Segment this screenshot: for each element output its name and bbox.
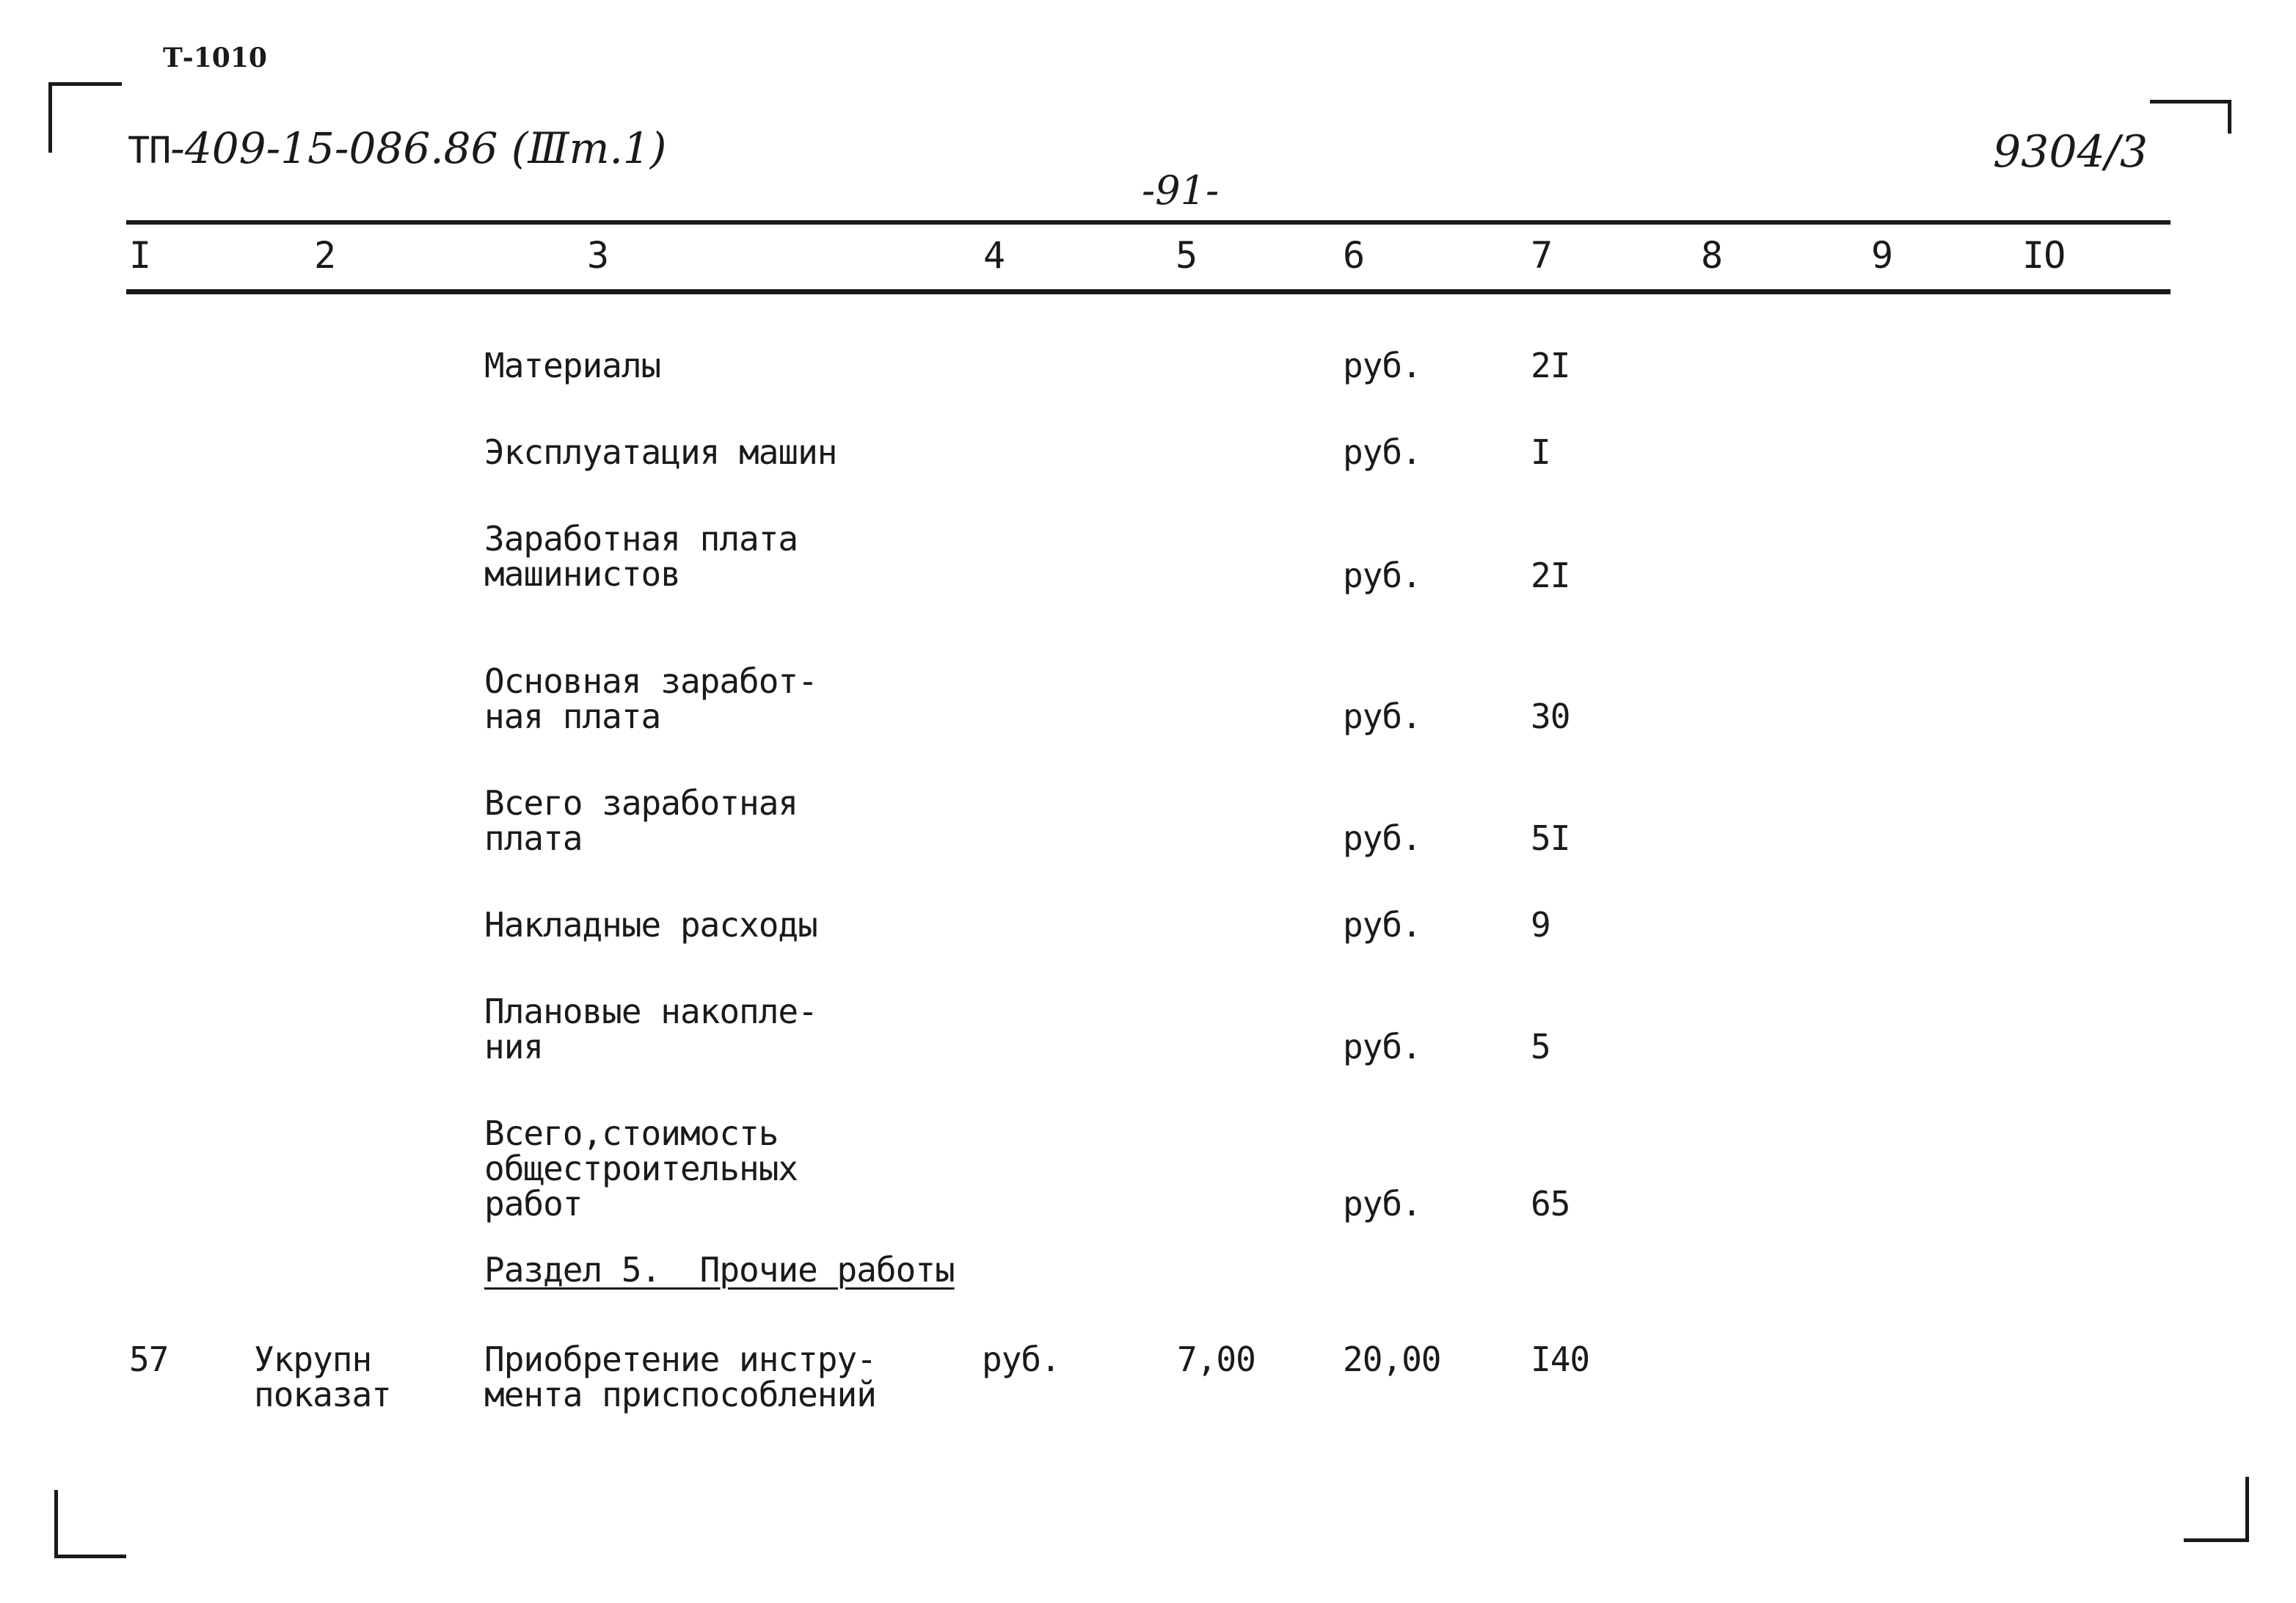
row-unit: руб. [1343,818,1421,858]
table-top-rule [126,220,2171,225]
corner-mark-top-right-horizontal [2150,100,2231,103]
item-quantity: 7,00 [1177,1340,1255,1379]
row-value: 5I [1531,818,1570,858]
column-header-7: 7 [1531,234,1553,277]
row-name: Основная заработ- ная плата [484,661,817,736]
column-header-4: 4 [983,234,1005,277]
column-header-10: IO [2022,234,2066,277]
item-unit: руб. [982,1340,1060,1379]
page-number: -91- [1142,167,1220,214]
corner-mark-bottom-left-horizontal [54,1555,126,1558]
row-unit: руб. [1343,432,1421,472]
row-unit: руб. [1343,1027,1421,1066]
column-header-3: 3 [587,234,609,277]
row-value: 9 [1531,905,1550,945]
row-name: Всего заработная плата [484,783,798,858]
document-code [128,123,666,173]
row-name: Плановые накопле- ния [484,992,817,1066]
corner-mark-bottom-left-vertical [54,1490,58,1557]
column-header-2: 2 [314,234,336,277]
corner-mark-top-left-vertical [48,82,52,153]
column-header-6: 6 [1343,234,1365,277]
item-number: 57 [129,1340,169,1379]
item-total: I40 [1531,1340,1590,1379]
row-unit: руб. [1343,346,1421,385]
row-value: 2I [1531,346,1570,385]
item-price: 20,00 [1343,1340,1441,1379]
row-value: I [1531,432,1550,472]
item-name: Приобретение инстру- мента приспособлений [484,1340,876,1414]
row-name: Накладные расходы [484,905,817,945]
section-heading: Раздел 5. Прочие работы [484,1250,955,1290]
row-unit: руб. [1343,556,1421,595]
row-unit: руб. [1343,697,1421,736]
row-name: Эксплуатация машин [484,432,837,472]
row-value: 5 [1531,1027,1550,1066]
row-unit: руб. [1343,905,1421,945]
column-header-9: 9 [1871,234,1893,277]
document-code-printed: ТП [128,129,171,172]
column-header-8: 8 [1701,234,1723,277]
corner-mark-top-right-vertical [2228,100,2231,134]
table-header-rule [126,289,2171,294]
item-basis: Укрупн показат [254,1340,391,1414]
archive-stamp: Т-1010 [163,43,267,73]
inventory-number: 9304/3 [1993,126,2149,178]
corner-mark-bottom-right-vertical [2245,1477,2249,1541]
row-value: 65 [1531,1184,1570,1224]
column-header-1: I [129,234,151,277]
column-header-5: 5 [1176,234,1198,277]
row-name: Всего,стоимость общестроительных работ [484,1113,798,1224]
row-unit: руб. [1343,1184,1421,1224]
document-code-handwritten: -409-15-086.86 (Ⅲт.1) [170,123,667,173]
corner-mark-top-left-horizontal [48,82,122,86]
row-name: Материалы [484,346,661,385]
row-name: Заработная плата машинистов [484,519,798,594]
row-value: 2I [1531,556,1570,595]
corner-mark-bottom-right-horizontal [2184,1538,2249,1542]
row-value: 30 [1531,697,1570,736]
